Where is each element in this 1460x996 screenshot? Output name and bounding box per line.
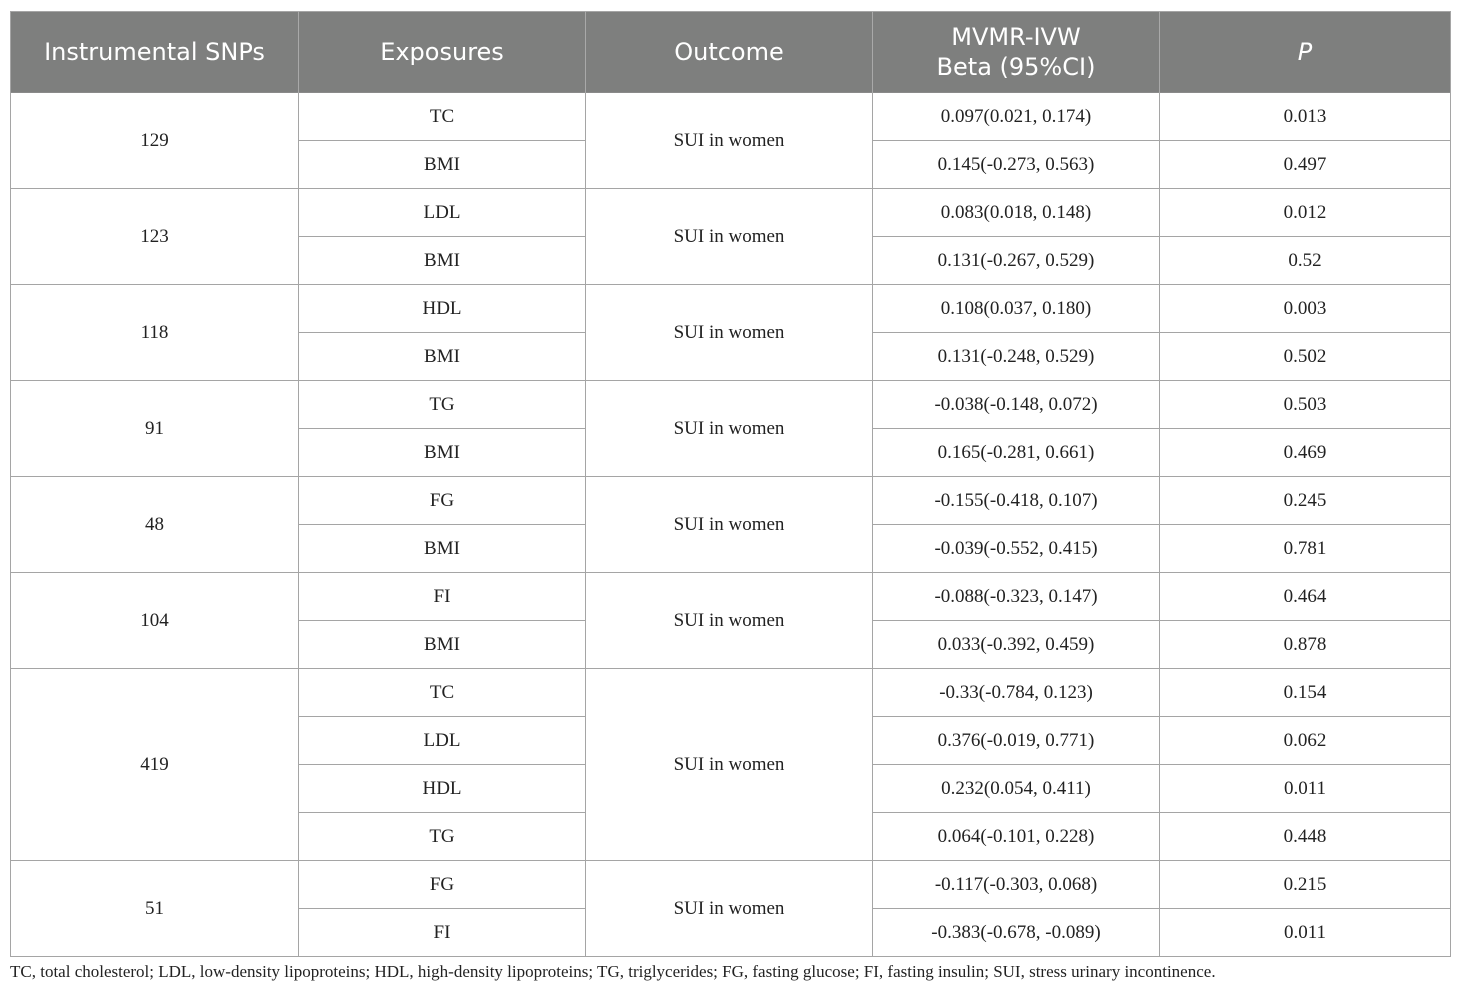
cell-p-value: 0.154 [1160, 669, 1451, 717]
cell-p-value: 0.464 [1160, 573, 1451, 621]
cell-exposure: HDL [299, 285, 586, 333]
cell-p-value: 0.878 [1160, 621, 1451, 669]
cell-instrumental-snps: 129 [11, 93, 299, 189]
cell-beta-ci: 0.232(0.054, 0.411) [873, 765, 1160, 813]
cell-exposure: BMI [299, 525, 586, 573]
cell-p-value: 0.503 [1160, 381, 1451, 429]
header-mvmr-line2: Beta (95%CI) [936, 53, 1096, 81]
cell-exposure: BMI [299, 429, 586, 477]
cell-exposure: TC [299, 669, 586, 717]
cell-beta-ci: 0.097(0.021, 0.174) [873, 93, 1160, 141]
cell-exposure: TC [299, 93, 586, 141]
cell-instrumental-snps: 48 [11, 477, 299, 573]
cell-exposure: LDL [299, 717, 586, 765]
cell-p-value: 0.448 [1160, 813, 1451, 861]
table-row [11, 477, 1451, 525]
table-footnote: TC, total cholesterol; LDL, low-density lipoproteins; HDL, high-density lipoproteins; TG, triglycerides; FG, fasting glucose; FI, fasting insulin; SUI, stress urinary incontinence. [10, 962, 1216, 981]
table-body [11, 93, 1451, 957]
cell-beta-ci: -0.088(-0.323, 0.147) [873, 573, 1160, 621]
cell-p-value: 0.245 [1160, 477, 1451, 525]
cell-p-value: 0.781 [1160, 525, 1451, 573]
table-row [11, 93, 1451, 141]
cell-exposure: LDL [299, 189, 586, 237]
cell-p-value: 0.011 [1160, 909, 1451, 957]
cell-beta-ci: -0.038(-0.148, 0.072) [873, 381, 1160, 429]
cell-instrumental-snps: 51 [11, 861, 299, 957]
cell-exposure: BMI [299, 141, 586, 189]
header-mvmr-ivw [873, 12, 1160, 93]
cell-beta-ci: -0.33(-0.784, 0.123) [873, 669, 1160, 717]
table-row [11, 861, 1451, 909]
cell-p-value: 0.012 [1160, 189, 1451, 237]
cell-beta-ci: 0.131(-0.248, 0.529) [873, 333, 1160, 381]
cell-beta-ci: 0.108(0.037, 0.180) [873, 285, 1160, 333]
cell-outcome: SUI in women [586, 477, 873, 573]
header-outcome: Outcome [586, 12, 873, 93]
cell-outcome: SUI in women [586, 285, 873, 381]
cell-instrumental-snps: 123 [11, 189, 299, 285]
mvmr-results-table [10, 11, 1451, 957]
results-table-container [10, 11, 1450, 957]
cell-p-value: 0.502 [1160, 333, 1451, 381]
cell-beta-ci: 0.145(-0.273, 0.563) [873, 141, 1160, 189]
cell-beta-ci: 0.131(-0.267, 0.529) [873, 237, 1160, 285]
cell-beta-ci: -0.155(-0.418, 0.107) [873, 477, 1160, 525]
cell-exposure: FG [299, 477, 586, 525]
table-row [11, 669, 1451, 717]
table-row [11, 381, 1451, 429]
cell-p-value: 0.011 [1160, 765, 1451, 813]
cell-instrumental-snps: 91 [11, 381, 299, 477]
header-row [11, 12, 1451, 93]
cell-beta-ci: -0.039(-0.552, 0.415) [873, 525, 1160, 573]
header-mvmr-line1: MVMR-IVW [951, 23, 1081, 51]
cell-p-value: 0.215 [1160, 861, 1451, 909]
cell-exposure: FG [299, 861, 586, 909]
cell-p-value: 0.497 [1160, 141, 1451, 189]
cell-exposure: BMI [299, 237, 586, 285]
cell-exposure: BMI [299, 621, 586, 669]
header-p [1160, 12, 1451, 93]
table-row [11, 573, 1451, 621]
cell-p-value: 0.013 [1160, 93, 1451, 141]
cell-exposure: HDL [299, 765, 586, 813]
cell-beta-ci: 0.033(-0.392, 0.459) [873, 621, 1160, 669]
header-p-label: P [1297, 38, 1313, 66]
cell-outcome: SUI in women [586, 669, 873, 861]
cell-outcome: SUI in women [586, 189, 873, 285]
cell-exposure: BMI [299, 333, 586, 381]
cell-beta-ci: 0.165(-0.281, 0.661) [873, 429, 1160, 477]
table-row [11, 189, 1451, 237]
cell-exposure: FI [299, 573, 586, 621]
cell-exposure: TG [299, 381, 586, 429]
cell-outcome: SUI in women [586, 573, 873, 669]
cell-beta-ci: -0.383(-0.678, -0.089) [873, 909, 1160, 957]
cell-outcome: SUI in women [586, 93, 873, 189]
table-row [11, 285, 1451, 333]
cell-exposure: TG [299, 813, 586, 861]
cell-instrumental-snps: 118 [11, 285, 299, 381]
header-instrumental-snps: Instrumental SNPs [11, 12, 299, 93]
cell-instrumental-snps: 104 [11, 573, 299, 669]
cell-p-value: 0.003 [1160, 285, 1451, 333]
cell-exposure: FI [299, 909, 586, 957]
cell-beta-ci: 0.376(-0.019, 0.771) [873, 717, 1160, 765]
cell-p-value: 0.062 [1160, 717, 1451, 765]
cell-outcome: SUI in women [586, 861, 873, 957]
cell-p-value: 0.469 [1160, 429, 1451, 477]
cell-beta-ci: 0.064(-0.101, 0.228) [873, 813, 1160, 861]
cell-outcome: SUI in women [586, 381, 873, 477]
header-exposures: Exposures [299, 12, 586, 93]
cell-beta-ci: 0.083(0.018, 0.148) [873, 189, 1160, 237]
cell-beta-ci: -0.117(-0.303, 0.068) [873, 861, 1160, 909]
cell-instrumental-snps: 419 [11, 669, 299, 861]
cell-p-value: 0.52 [1160, 237, 1451, 285]
